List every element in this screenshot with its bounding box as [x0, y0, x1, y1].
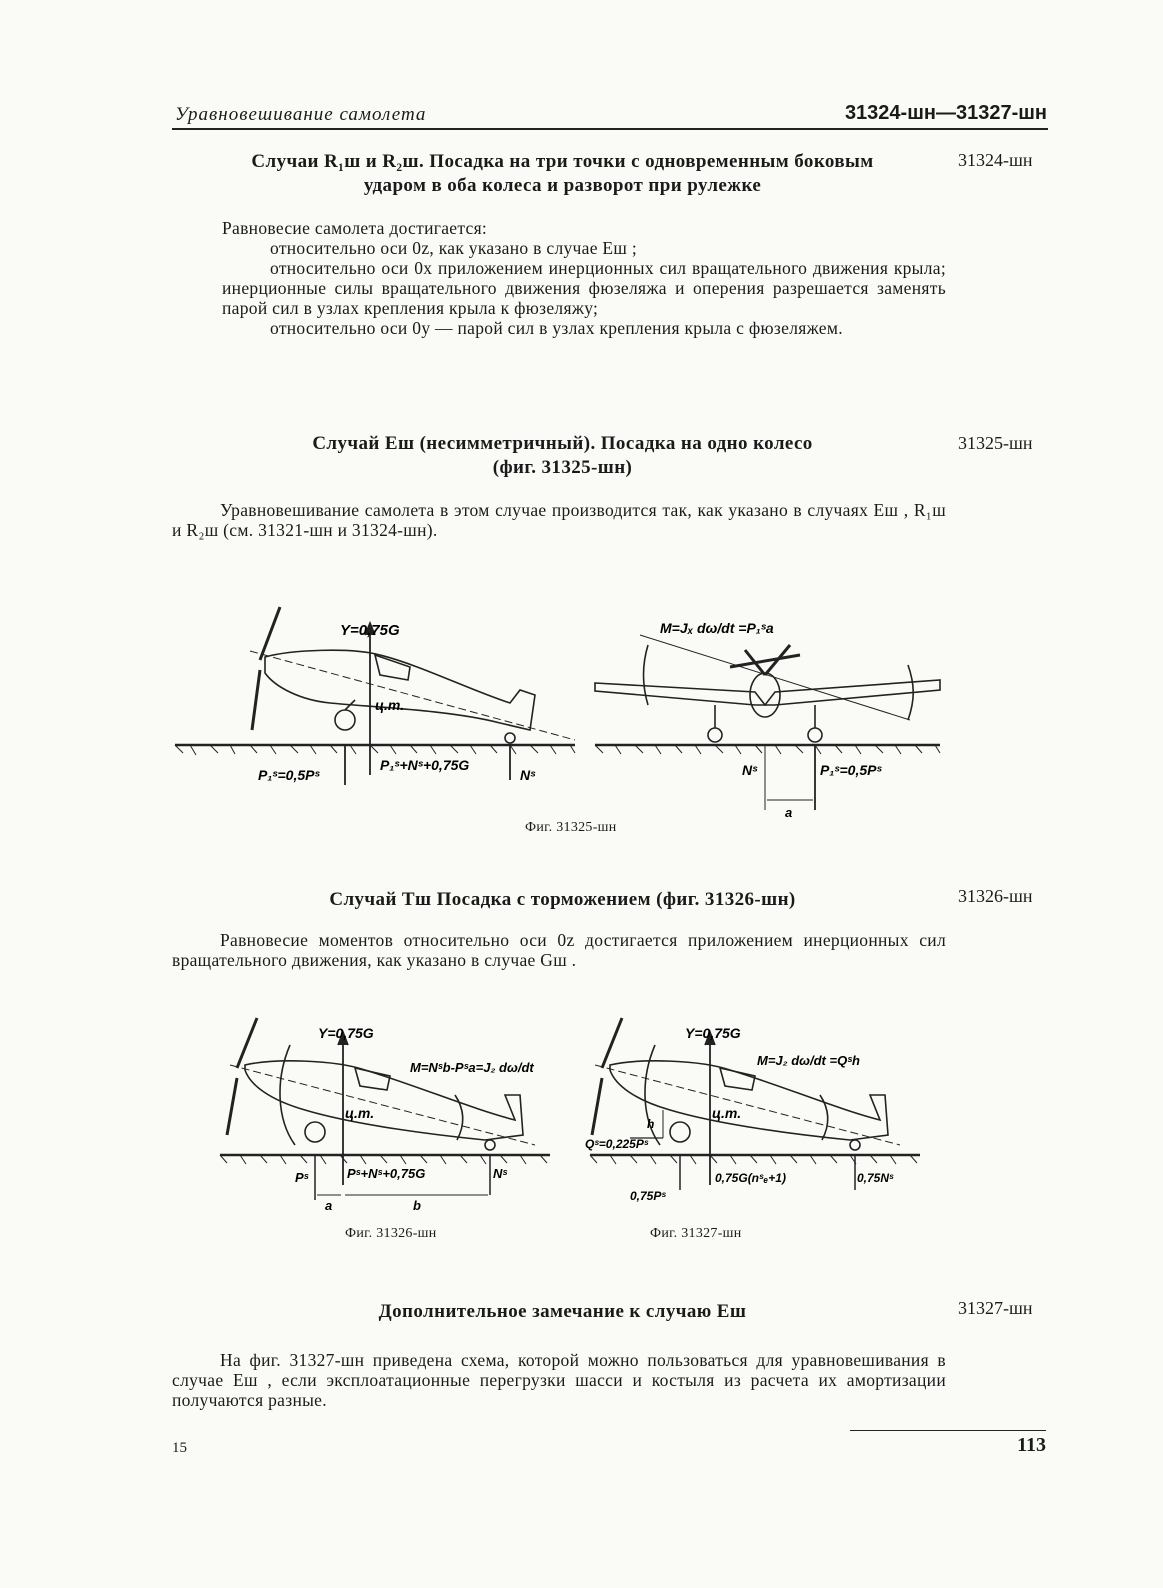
label-n-right: Nˢ — [742, 762, 758, 778]
paragraph: Равновесие моментов относительно оси 0z достигается приложением инерционных сил вращательного движения, как указано в случае Gш . — [172, 930, 946, 970]
front-view-airplane — [595, 635, 940, 810]
section-31325-title — [190, 432, 935, 480]
section-31324-title-line2: ударом в оба колеса и разворот при рулежке — [363, 175, 762, 196]
figure-31327-caption: Фиг. 31327-шн — [650, 1226, 742, 1241]
figure-31325 — [170, 595, 950, 830]
section-31326-code: 31326-шн — [958, 886, 1033, 906]
label-h: h — [647, 1117, 655, 1131]
running-head-codes: 31324-шн—31327-шн — [844, 102, 1047, 124]
section-31325-title-line2: (фиг. 31325-шн) — [492, 457, 633, 478]
paragraph: Уравновешивание самолета в этом случае производится так, как указано в случаях Eш , R₁ш и R₂ш (см. 31321-шн и 31324-шн). — [172, 500, 946, 540]
label-075p: 0,75Pˢ — [630, 1189, 666, 1203]
label-y-075g: Y=0,75G — [318, 1025, 374, 1041]
section-31327-body — [172, 1350, 946, 1410]
section-31325-code: 31325-шн — [958, 433, 1033, 453]
paragraph: На фиг. 31327-шн приведена схема, которой можно пользоваться для уравновешивания в случае Eш , если эксплоатационные перегрузки шасси и костыля из расчета их амортизации получаются разные. — [172, 1350, 946, 1410]
section-31324-code: 31324-шн — [958, 150, 1033, 170]
label-moment-eq: M=J₂ dω/dt =Qˢh — [757, 1053, 860, 1068]
label-p1-05p-right: P₁ˢ=0,5Pˢ — [820, 762, 882, 778]
figure-31325-caption: Фиг. 31325-шн — [525, 820, 617, 835]
page-number: 113 — [1017, 1434, 1046, 1456]
running-head-title: Уравновешивание самолета — [175, 104, 427, 125]
label-p-n-075g: Pˢ+Nˢ+0,75G — [347, 1166, 426, 1181]
footer-rule — [850, 1430, 1046, 1431]
label-p1-n-075g: P₁ˢ+Nˢ+0,75G — [380, 757, 470, 773]
label-moment-jx: M=Jₓ dω/dt =P₁ˢa — [660, 620, 774, 636]
section-31327-code: 31327-шн — [958, 1298, 1033, 1318]
label-p: Pˢ — [295, 1170, 309, 1185]
signature-mark: 15 — [172, 1440, 187, 1456]
label-n: Nˢ — [520, 767, 536, 783]
figure-31327 — [585, 1010, 925, 1215]
differing-overload-airplane — [590, 1018, 920, 1190]
paragraph: относительно оси 0z, как указано в случае Eш ; — [270, 238, 638, 258]
label-cg: ц.т. — [712, 1105, 742, 1121]
section-31324-body — [222, 218, 946, 338]
label-a: a — [785, 805, 793, 820]
label-a: a — [325, 1198, 333, 1213]
section-31326-title: Случай Tш Посадка с торможением (фиг. 31326-шн) — [329, 889, 796, 910]
label-075n: 0,75Nˢ — [857, 1171, 894, 1185]
label-b: b — [413, 1198, 421, 1213]
paragraph: относительно оси 0x приложением инерционных сил вращательного движения крыла; инерционные силы вращательного движения фюзеляжа и оперения разрешается заменять парой сил в узлах крепления крыла к фюзеляжу; — [222, 258, 946, 318]
section-31324-title — [190, 150, 935, 198]
label-cg: ц.т. — [345, 1105, 375, 1121]
section-31324-title-line1: Случаи R₁ш и R₂ш. Посадка на три точки с одновременным боковым — [251, 151, 874, 172]
label-n: Nˢ — [493, 1166, 508, 1181]
paragraph: относительно оси 0y — парой сил в узлах крепления крыла с фюзеляжем. — [270, 318, 843, 338]
section-31327-title: Дополнительное замечание к случаю Eш — [378, 1301, 747, 1322]
label-cg: ц.т. — [375, 697, 405, 713]
label-moment-eq: M=Nˢb-Pˢa=J₂ dω/dt — [410, 1060, 534, 1075]
figure-31326 — [215, 1010, 555, 1215]
section-31326-body — [172, 930, 946, 970]
label-q-0225p: Qˢ=0,225Pˢ — [585, 1137, 649, 1151]
label-p1-05p: P₁ˢ=0,5Pˢ — [258, 767, 320, 783]
header-rule — [172, 128, 1048, 130]
section-31325-title-line1: Случай Eш (несимметричный). Посадка на одно колесо — [312, 433, 813, 454]
figure-31326-caption: Фиг. 31326-шн — [345, 1226, 437, 1241]
section-31325-body — [172, 500, 946, 540]
label-y-075g: Y=0,75G — [340, 622, 400, 639]
paragraph: Равновесие самолета достигается: — [222, 218, 488, 238]
label-y-075g: Y=0,75G — [685, 1025, 741, 1041]
label-075g-n: 0,75G(nˢₑ+1) — [715, 1171, 786, 1185]
